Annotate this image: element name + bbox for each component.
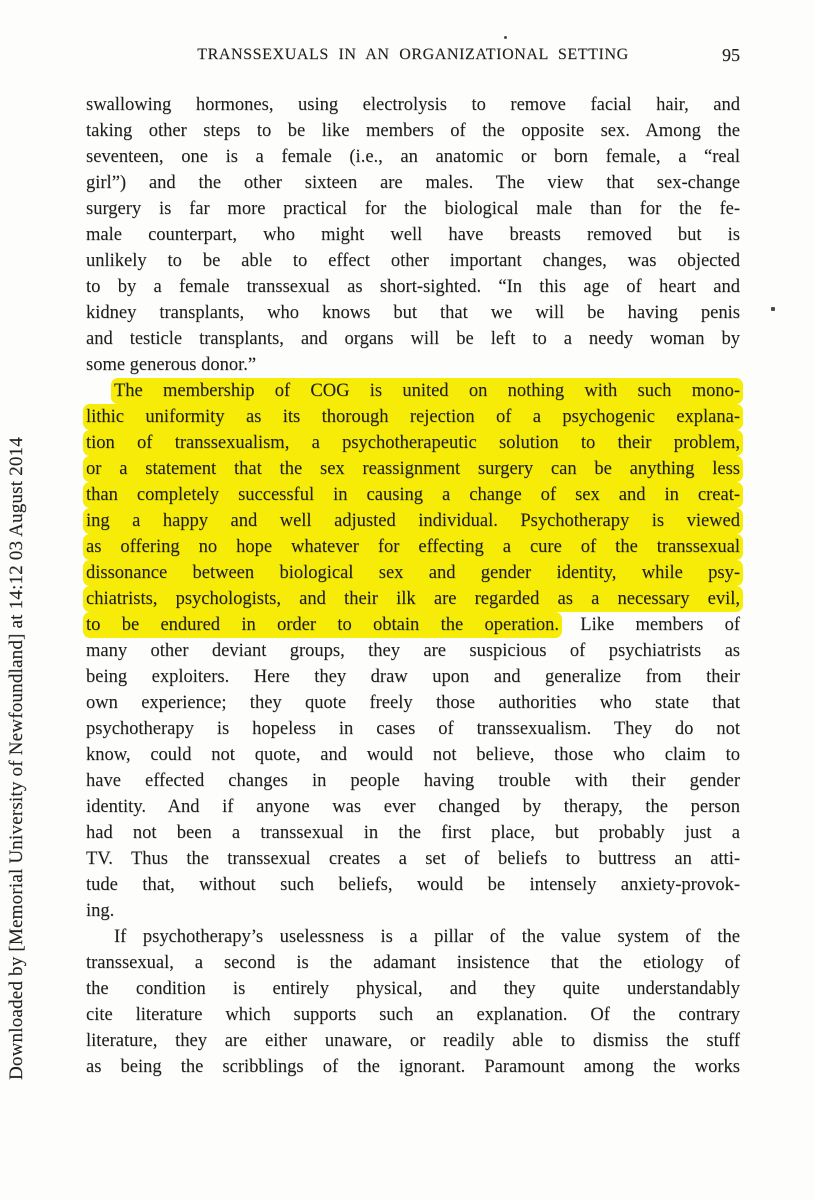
text-segment: as being the scribblings of the ignorant. Paramount among the works <box>86 1057 740 1077</box>
text-segment: many other deviant groups, they are suspicious of psychiatrists as <box>86 641 740 661</box>
text-segment: ing. <box>86 901 115 921</box>
text-line <box>86 638 740 664</box>
text-line <box>86 924 740 950</box>
text-line <box>86 430 740 456</box>
text-segment: had not been a transsexual in the first place, but probably just a <box>86 823 740 843</box>
text-line <box>86 534 740 560</box>
text-segment: seventeen, one is a female (i.e., an anatomic or born female, a “real <box>86 147 740 167</box>
text-segment: some generous donor.” <box>86 355 257 375</box>
highlighted-text-segment: tion of transsexualism, a psychotherapeutic solution to their problem, <box>86 433 740 453</box>
text-line <box>86 326 740 352</box>
text-segment: the condition is entirely physical, and they quite understandably <box>86 979 740 999</box>
text-segment: swallowing hormones, using electrolysis to remove facial hair, and <box>86 95 740 115</box>
text-segment: kidney transplants, who knows but that we will be having penis <box>86 303 740 323</box>
text-segment: have effected changes in people having trouble with their gender <box>86 771 740 791</box>
text-segment: literature, they are either unaware, or readily able to dismiss the stuff <box>86 1031 740 1051</box>
text-segment: identity. And if anyone was ever changed by therapy, the person <box>86 797 740 817</box>
highlighted-text-segment: than completely successful in causing a change of sex and in creat- <box>86 485 740 505</box>
text-segment: know, could not quote, and would not believe, those who claim to <box>86 745 740 765</box>
text-line <box>86 1028 740 1054</box>
text-segment: psychotherapy is hopeless in cases of transsexualism. They do not <box>86 719 740 739</box>
text-line <box>86 196 740 222</box>
text-line <box>86 300 740 326</box>
highlighted-text-segment: chiatrists, psychologists, and their ilk are regarded as a necessary evil, <box>86 589 740 609</box>
text-segment: male counterpart, who might well have breasts removed but is <box>86 225 740 245</box>
highlighted-text-segment: dissonance between biological sex and gender identity, while psy- <box>86 563 740 583</box>
text-line <box>86 352 740 378</box>
text-line <box>86 612 740 638</box>
text-line <box>86 378 740 404</box>
highlighted-text-segment: as offering no hope whatever for effecting a cure of the transsexual <box>86 537 740 557</box>
text-segment: tude that, without such beliefs, would be intensely anxiety-provok- <box>86 875 740 895</box>
text-line <box>86 898 740 924</box>
text-line <box>86 248 740 274</box>
text-line <box>86 560 740 586</box>
text-segment: surgery is far more practical for the biological male than for the fe- <box>86 199 740 219</box>
highlighted-text-segment: The membership of COG is united on nothing with such mono- <box>114 381 740 401</box>
page-body <box>86 92 740 1080</box>
scan-speck <box>504 36 507 39</box>
text-line <box>86 404 740 430</box>
text-line <box>86 846 740 872</box>
text-line <box>86 872 740 898</box>
text-line <box>86 274 740 300</box>
text-line <box>86 1054 740 1080</box>
running-title: TRANSSEXUALS IN AN ORGANIZATIONAL SETTING <box>197 46 629 63</box>
text-line <box>86 976 740 1002</box>
text-line <box>86 768 740 794</box>
text-line <box>86 586 740 612</box>
highlighted-text-segment: lithic uniformity as its thorough rejection of a psychogenic explana- <box>86 407 740 427</box>
text-segment: TV. Thus the transsexual creates a set of beliefs to buttress an atti- <box>86 849 740 869</box>
text-segment: transsexual, a second is the adamant insistence that the etiology of <box>86 953 740 973</box>
text-line <box>86 144 740 170</box>
highlighted-text-segment: to be endured in order to obtain the operation. <box>86 615 559 635</box>
text-segment: to by a female transsexual as short-sighted. “In this age of heart and <box>86 277 740 297</box>
text-line <box>86 1002 740 1028</box>
text-segment: taking other steps to be like members of the opposite sex. Among the <box>86 121 740 141</box>
text-segment: unlikely to be able to effect other important changes, was objected <box>86 251 740 271</box>
text-segment: If psychotherapy’s uselessness is a pillar of the value system of the <box>114 927 740 947</box>
page-number: 95 <box>722 45 740 65</box>
download-watermark: Downloaded by [Memorial University of Newfoundland] at 14:12 03 August 2014 <box>6 437 27 1080</box>
text-segment: cite literature which supports such an explanation. Of the contrary <box>86 1005 740 1025</box>
text-line <box>86 742 740 768</box>
text-segment: and testicle transplants, and organs will be left to a needy woman by <box>86 329 740 349</box>
text-line <box>86 118 740 144</box>
text-line <box>86 690 740 716</box>
scan-speck <box>771 307 775 311</box>
text-line <box>86 950 740 976</box>
text-segment: being exploiters. Here they draw upon and generalize from their <box>86 667 740 687</box>
text-line <box>86 92 740 118</box>
text-segment: own experience; they quote freely those authorities who state that <box>86 693 740 713</box>
highlighted-text-segment: or a statement that the sex reassignment surgery can be anything less <box>86 459 740 479</box>
text-line <box>86 820 740 846</box>
text-line <box>86 482 740 508</box>
text-line <box>86 456 740 482</box>
text-line <box>86 222 740 248</box>
text-line <box>86 508 740 534</box>
text-line <box>86 716 740 742</box>
text-line <box>86 170 740 196</box>
text-segment: Like members of <box>558 615 741 635</box>
text-line <box>86 664 740 690</box>
highlighted-text-segment: ing a happy and well adjusted individual. Psychotherapy is viewed <box>86 511 740 531</box>
text-segment: girl”) and the other sixteen are males. The view that sex-change <box>86 173 740 193</box>
page-header <box>86 46 740 68</box>
text-line <box>86 794 740 820</box>
